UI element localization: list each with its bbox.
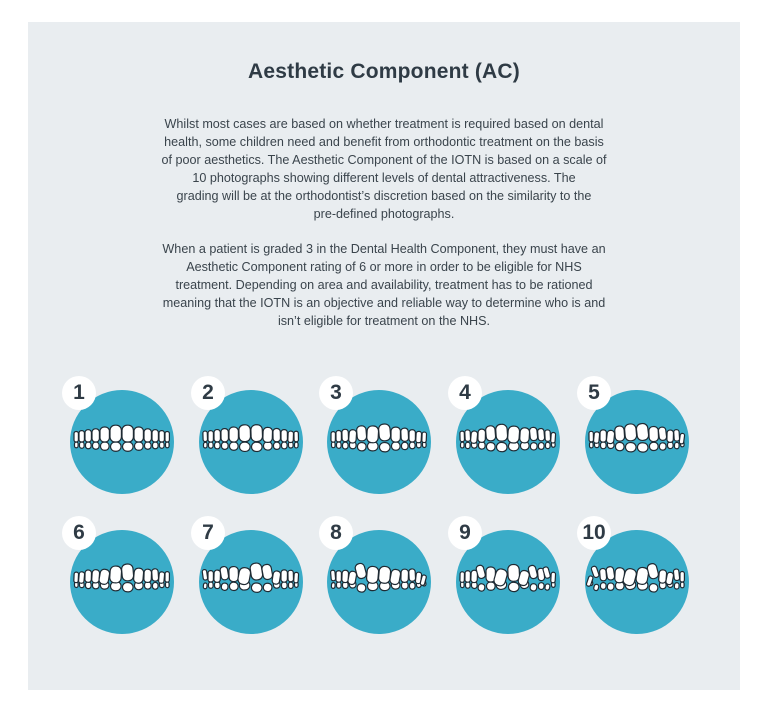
grade-number-badge: 7 (191, 516, 225, 550)
text-line: Whilst most cases are based on whether treatment is required based on dental (164, 117, 604, 131)
upper-tooth (214, 570, 221, 582)
upper-tooth (589, 431, 594, 442)
upper-tooth (288, 570, 294, 582)
lower-tooth (508, 582, 519, 592)
grade-number-badge: 3 (319, 376, 353, 410)
lower-tooth (600, 442, 606, 449)
lower-tooth (294, 442, 298, 448)
upper-tooth (122, 425, 133, 442)
upper-tooth (495, 424, 507, 441)
lower-tooth (153, 442, 159, 449)
upper-tooth (92, 429, 99, 442)
upper-tooth (409, 569, 416, 582)
lower-tooth (674, 583, 679, 590)
lower-tooth (538, 583, 544, 590)
text-line: of poor aesthetics. The Aesthetic Component of the IOTN is based on a scale of (161, 153, 607, 167)
lower-tooth (229, 442, 238, 450)
grade-number-badge: 4 (448, 376, 482, 410)
upper-tooth (348, 430, 356, 444)
text-line: When a patient is graded 3 in the Dental Health Component, they must have an (162, 242, 606, 256)
upper-tooth (288, 431, 294, 443)
upper-tooth (478, 429, 486, 442)
upper-tooth (165, 572, 170, 583)
upper-tooth (378, 424, 391, 442)
upper-tooth (460, 572, 465, 583)
upper-tooth (239, 425, 251, 442)
lower-tooth (401, 442, 408, 449)
upper-tooth (336, 571, 342, 582)
upper-tooth (679, 433, 685, 444)
upper-tooth (214, 430, 221, 442)
upper-tooth (465, 430, 471, 442)
lower-tooth (331, 442, 335, 448)
upper-tooth (658, 427, 667, 441)
upper-tooth (294, 431, 299, 442)
upper-tooth (507, 426, 520, 444)
text-line: treatment. Depending on area and availability, treatment has to be rationed (175, 278, 593, 292)
lower-tooth (281, 442, 287, 449)
upper-tooth (263, 427, 273, 442)
upper-tooth (208, 431, 213, 442)
lower-tooth (160, 442, 165, 448)
lower-tooth (649, 583, 659, 593)
lower-tooth (615, 442, 624, 451)
upper-tooth (229, 427, 238, 442)
lower-tooth (674, 442, 679, 448)
lower-tooth (649, 442, 658, 450)
lower-tooth (86, 442, 92, 449)
upper-tooth (551, 572, 556, 583)
lower-tooth (208, 442, 213, 448)
upper-tooth (416, 431, 422, 443)
upper-tooth (342, 429, 349, 441)
lower-tooth (208, 582, 213, 588)
upper-tooth (109, 566, 121, 583)
lower-tooth (356, 583, 366, 593)
upper-tooth (202, 569, 208, 580)
upper-tooth (144, 569, 152, 582)
upper-tooth (593, 432, 599, 444)
page-title: Aesthetic Component (AC) (248, 60, 520, 83)
upper-tooth (85, 570, 92, 582)
lower-tooth (165, 582, 169, 588)
upper-tooth (331, 432, 336, 443)
upper-tooth (281, 570, 288, 582)
upper-tooth (401, 428, 409, 442)
lower-tooth (465, 442, 470, 448)
text-line: Aesthetic Component rating of 6 or more in order to be eligible for NHS (186, 260, 582, 274)
lower-tooth (680, 582, 684, 588)
grade-item (577, 376, 697, 496)
upper-tooth (249, 562, 263, 580)
lower-tooth (101, 442, 110, 450)
upper-tooth (208, 571, 213, 582)
upper-tooth (92, 569, 100, 583)
grade-number-badge: 5 (577, 376, 611, 410)
lower-tooth (538, 442, 544, 449)
upper-tooth (667, 430, 674, 442)
lower-tooth (465, 582, 470, 588)
upper-tooth (79, 431, 84, 442)
upper-tooth (152, 569, 159, 582)
upper-tooth (336, 430, 341, 441)
upper-tooth (465, 571, 471, 582)
lower-tooth (331, 583, 335, 589)
lower-tooth (379, 442, 390, 452)
upper-tooth (391, 427, 401, 442)
intro-paragraph (104, 115, 664, 223)
lower-tooth (357, 442, 366, 451)
text-line: grading will be at the orthodontist’s discretion based on the similarity to the (176, 189, 592, 203)
upper-tooth (251, 425, 263, 442)
lower-tooth (486, 442, 495, 451)
lower-tooth (75, 442, 79, 448)
lower-tooth (336, 442, 341, 448)
lower-tooth (80, 442, 85, 448)
upper-tooth (74, 432, 78, 443)
upper-tooth (165, 432, 169, 443)
lower-tooth (409, 582, 415, 589)
text-line: meaning that the IOTN is an objective and reliable way to determine who is and (162, 296, 606, 310)
lower-tooth (214, 442, 220, 449)
upper-tooth (600, 430, 607, 442)
lower-tooth (288, 582, 293, 588)
lower-tooth (281, 582, 287, 589)
upper-tooth (366, 566, 379, 584)
grade-number-badge: 10 (577, 516, 611, 550)
lower-tooth (336, 582, 341, 588)
upper-tooth (221, 429, 229, 442)
upper-tooth (545, 430, 551, 442)
lower-tooth (122, 582, 133, 592)
upper-tooth (85, 430, 91, 442)
lower-tooth (496, 442, 507, 452)
lower-tooth (530, 442, 537, 450)
upper-tooth (606, 566, 615, 580)
upper-tooth (229, 566, 239, 581)
lower-tooth (251, 442, 262, 451)
upper-tooth (356, 426, 367, 442)
lower-tooth (391, 442, 400, 450)
upper-tooth (294, 572, 299, 583)
upper-tooth (614, 426, 624, 442)
lower-tooth (229, 582, 238, 590)
lower-tooth (263, 583, 273, 592)
grade-item (448, 516, 568, 636)
upper-tooth (529, 427, 538, 441)
lower-tooth (239, 442, 250, 451)
grade-item (577, 516, 697, 636)
upper-tooth (133, 568, 144, 584)
grade-item (191, 516, 311, 636)
upper-tooth (624, 424, 637, 442)
lower-tooth (545, 584, 551, 591)
lower-tooth (600, 582, 606, 589)
lower-tooth (273, 442, 280, 449)
lower-tooth (111, 442, 122, 451)
upper-tooth (134, 427, 143, 442)
upper-tooth (409, 430, 415, 442)
lower-tooth (135, 442, 144, 450)
text-line: health, some children need and benefit from orthodontic treatment on the basis (164, 135, 604, 149)
lower-tooth (203, 583, 207, 589)
lower-tooth (659, 443, 666, 451)
upper-tooth (378, 566, 391, 584)
lower-tooth (93, 442, 100, 449)
lower-tooth (637, 442, 648, 452)
upper-tooth (159, 431, 164, 442)
grade-item (319, 516, 439, 636)
text-line: 10 photographs showing different levels of dental attractiveness. The (192, 171, 576, 185)
lower-tooth (607, 583, 614, 591)
text-line: pre-defined photographs. (313, 207, 455, 221)
lower-tooth (152, 582, 158, 589)
lower-tooth (123, 442, 134, 451)
upper-tooth (674, 430, 680, 442)
lower-tooth (145, 442, 152, 449)
eligibility-paragraph (104, 240, 664, 330)
upper-tooth (537, 428, 544, 441)
upper-tooth (144, 429, 151, 442)
upper-tooth (100, 427, 109, 442)
lower-tooth (221, 442, 228, 449)
upper-tooth (485, 425, 496, 441)
lower-tooth (221, 583, 228, 591)
lower-tooth (342, 442, 348, 449)
lower-tooth (409, 442, 415, 449)
upper-tooth (261, 564, 273, 580)
upper-tooth (422, 432, 427, 443)
upper-tooth (98, 569, 110, 585)
upper-tooth (508, 564, 520, 581)
lower-tooth (593, 584, 599, 591)
upper-tooth (401, 569, 409, 582)
upper-tooth (121, 564, 134, 582)
grade-number-badge: 9 (448, 516, 482, 550)
grade-item (62, 376, 182, 496)
upper-tooth (606, 430, 615, 444)
lower-tooth (486, 582, 495, 590)
upper-tooth (74, 572, 79, 583)
grade-number-badge: 8 (319, 516, 353, 550)
upper-tooth (273, 428, 281, 441)
grade-number-badge: 2 (191, 376, 225, 410)
grade-item (62, 516, 182, 636)
upper-tooth (272, 570, 281, 584)
lower-tooth (251, 583, 263, 593)
upper-tooth (551, 432, 556, 443)
upper-tooth (367, 426, 379, 443)
upper-tooth (649, 426, 659, 441)
upper-tooth (152, 430, 158, 442)
upper-tooth (460, 431, 465, 442)
upper-tooth (220, 566, 229, 580)
lower-tooth (203, 442, 207, 448)
upper-tooth (110, 425, 121, 442)
upper-tooth (158, 572, 164, 584)
text-line: isn’t eligible for treatment on the NHS. (277, 314, 491, 328)
upper-tooth (281, 430, 287, 442)
grade-item (191, 376, 311, 496)
upper-tooth (330, 570, 335, 581)
grade-number-badge: 1 (62, 376, 96, 410)
upper-tooth (470, 431, 478, 444)
upper-tooth (680, 572, 684, 583)
lower-tooth (625, 442, 636, 452)
upper-tooth (636, 423, 649, 441)
upper-tooth (519, 428, 529, 444)
lower-tooth (478, 583, 486, 591)
lower-tooth (460, 442, 464, 448)
lower-tooth (530, 583, 538, 591)
upper-tooth (203, 431, 208, 442)
grade-item (448, 376, 568, 496)
upper-tooth (78, 572, 84, 584)
upper-tooth (673, 569, 680, 581)
lower-tooth (589, 442, 593, 448)
lower-tooth (545, 442, 550, 448)
grade-number-badge: 6 (62, 516, 96, 550)
grade-item (319, 376, 439, 496)
lower-tooth (166, 442, 170, 448)
